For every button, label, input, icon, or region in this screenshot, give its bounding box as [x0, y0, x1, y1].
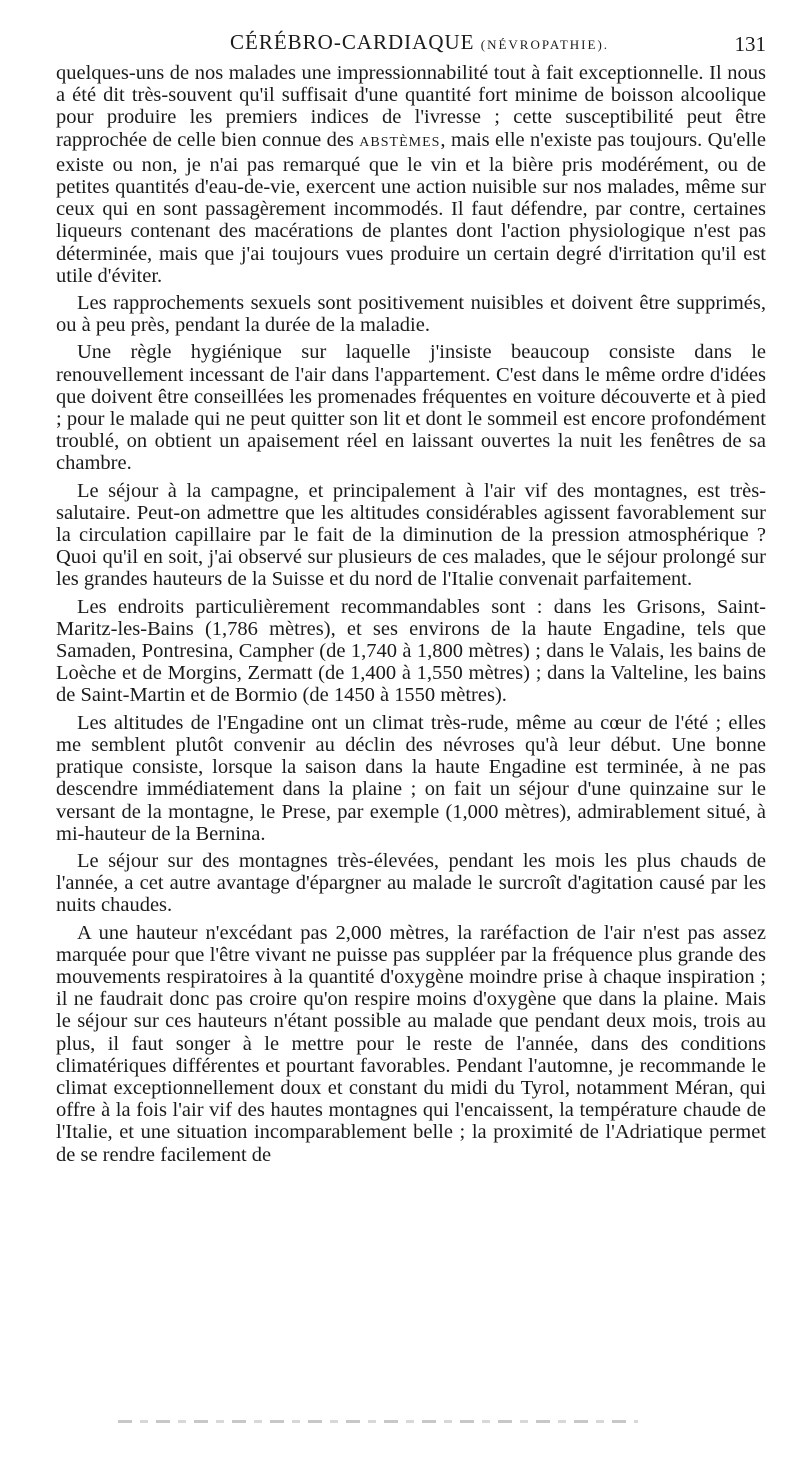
- body-text: [56, 62, 766, 1171]
- paragraph-text: quelques-uns de nos malades une impressionnabilité tout à fait exceptionnelle. Il nous a été dit très-souvent qu'il suffisait d'une quantité fort minime de boisson alcoolique pour produire les premiers indices de l'ivresse ; cette susceptibilité peut être rapprochée de celle bien connue des: [56, 62, 766, 151]
- page-number: 131: [734, 32, 766, 56]
- running-title: [230, 30, 609, 55]
- paragraph: [56, 712, 766, 845]
- paragraph-text: Le séjour sur des montagnes très-élevées, pendant les mois les plus chauds de l'année, a cet autre avantage d'épargner au malade le surcroît d'agitation causé par les nuits chaudes.: [56, 849, 766, 917]
- paragraph-text: Une règle hygiénique sur laquelle j'insiste beaucoup consiste dans le renouvellement incessant de l'air dans l'appartement. C'est dans le même ordre d'idées que doivent être conseillées les promenades fréquentes en voiture découverte et à pied ; pour le malade qui ne peut quitter son lit et dont le sommeil est encore profondément troublé, on obtient un apaisement réel en laissant ouvertes la nuit les fenêtres de sa chambre.: [56, 341, 766, 475]
- paragraph: [56, 922, 766, 1166]
- paragraph: [56, 480, 766, 591]
- running-title-sub: (NÉVROPATHIE).: [480, 37, 610, 52]
- paragraph: [56, 62, 766, 287]
- paragraph: [56, 596, 766, 707]
- paragraph: [56, 292, 766, 336]
- paragraph: [56, 850, 766, 917]
- paragraph-text: Les altitudes de l'Engadine ont un climat très-rude, même au cœur de l'été ; elles me semblent plutôt convenir au déclin des névroses qu'à leur début. Une bonne pratique consiste, lorsque la saison dans la haute Engadine est terminée, à ne pas descendre immédiatement dans la plaine ; on fait un séjour d'une quinzaine sur le versant de la montagne, le Prese, par exemple (1,000 mètres), admirablement situé, à mi-hauteur de la Bernina.: [56, 711, 766, 845]
- paragraph-text: Le séjour à la campagne, et principalement à l'air vif des montagnes, est très-salutaire. Peut-on admettre que les altitudes considérables agissent favorablement sur la circulation capillaire par le fait de la diminution de la pression atmosphérique ? Quoi qu'il en soit, j'ai observé sur plusieurs de ces malades, que le séjour prolongé sur les grandes hauteurs de la Suisse et du nord de l'Italie convenait parfaitement.: [56, 479, 766, 591]
- running-title-main: CÉRÉBRO-CARDIAQUE: [230, 30, 475, 54]
- page-header: [58, 30, 766, 60]
- paragraph-text: Les endroits particulièrement recommandables sont : dans les Grisons, Saint-Maritz-les-Bains (1,786 mètres), et ses environs de la haute Engadine, tels que Samaden, Pontresina, Campher (de 1,740 à 1,800 mètres) ; dans le Valais, les bains de Loèche et de Morgins, Zermatt (de 1,400 à 1,550 mètres) ; dans la Valteline, les bains de Saint-Martin et de Bormio (de 1450 à 1550 mètres).: [56, 595, 766, 707]
- paragraph-text: A une hauteur n'excédant pas 2,000 mètres, la raréfaction de l'air n'est pas assez marquée pour que l'être vivant ne puisse pas suppléer par la fréquence plus grande des mouvements respiratoires à la quantité d'oxygène moindre prise à chaque inspiration ; il ne faudrait donc pas croire qu'on respire moins d'oxygène que dans la plaine. Mais le séjour sur ces hauteurs n'étant possible au malade que pendant deux mois, trois au plus, il faut songer à le mettre pour le reste de l'année, dans des conditions climatériques différentes et pourtant favorables. Pendant l'automne, je recommande le climat exceptionnellement doux et constant du midi du Tyrol, notamment Méran, qui offre à la fois l'air vif des hautes montagnes qui l'encaissent, la température chaude de l'Italie, et une situation incomparablement belle ; la proximité de l'Adriatique permet de se rendre facilement de: [56, 921, 766, 1166]
- paragraph: [56, 341, 766, 474]
- paragraph-text: , mais elle n'existe pas toujours. Qu'elle existe ou non, je n'ai pas remarqué que le vin et la bière pris modérément, ou de petites quantités d'eau-de-vie, exercent une action nuisible sur nos malades, même sur ceux qui en sont passagèrement incommodés. Il faut défendre, par contre, certaines liqueurs contenant des macérations de plantes dont l'action physiologique n'est pas déterminée, mais que j'ai toujours vues produire un certain degré d'irritation qu'il est utile d'éviter.: [56, 128, 766, 287]
- small-caps-word: ABSTÈMES: [359, 134, 441, 150]
- footer-smudge: [118, 1420, 638, 1423]
- paragraph-text: Les rapprochements sexuels sont positivement nuisibles et doivent être supprimés, ou à peu près, pendant la durée de la maladie.: [56, 292, 766, 337]
